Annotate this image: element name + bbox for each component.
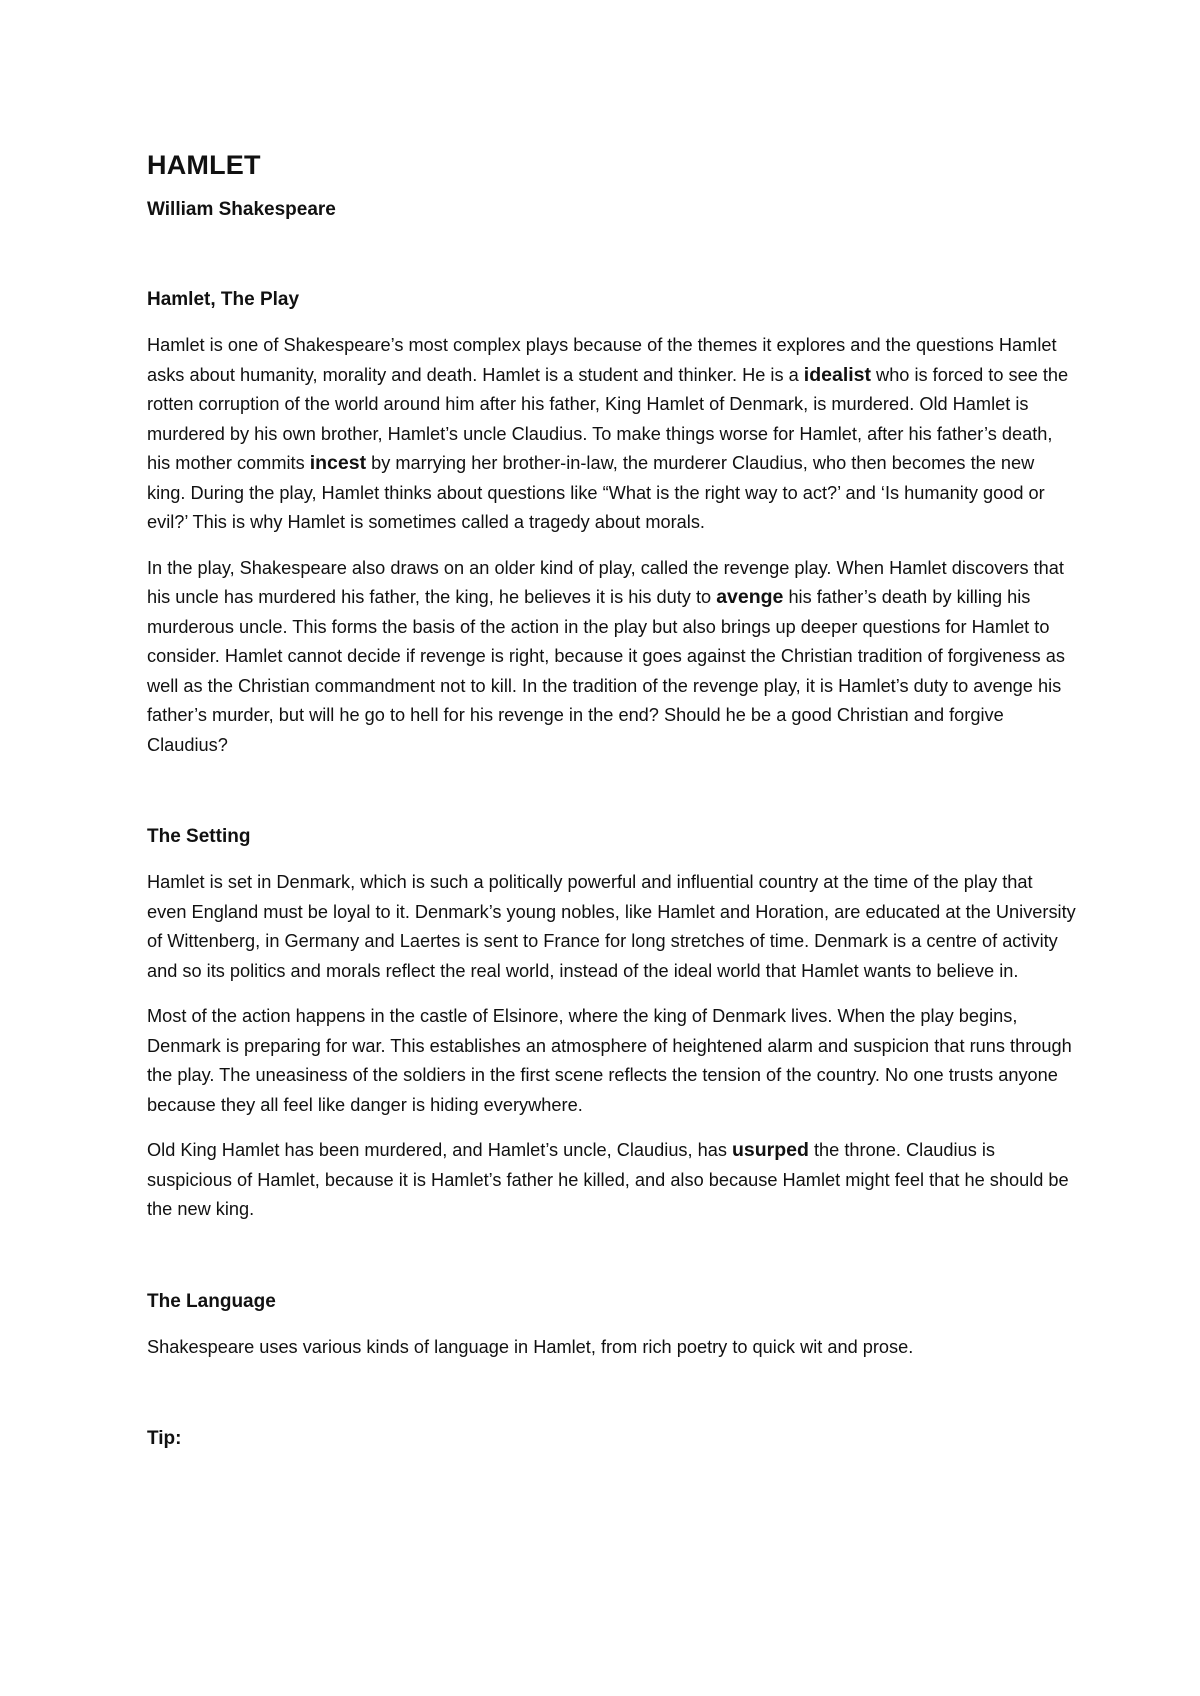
vocab-word-idealist: idealist: [803, 363, 871, 386]
paragraph: [147, 1002, 1077, 1120]
text-run: the throne. Claudius is suspicious of Hamlet, because it is Hamlet’s father he killed, and also because Hamlet might feel that he should be the new king.: [147, 1140, 1069, 1219]
vocab-word-incest: incest: [309, 452, 367, 474]
text-run: Hamlet is set in Denmark, which is such a politically powerful and influential country at the time of the play that even England must be loyal to it. Denmark’s young nobles, like Hamlet and Horation, are educated at the University of Wittenberg, in Germany and Laertes is sent to France for long stretches of time. Denmark is a centre of activity and so its politics and morals reflect the real world, instead of the ideal world that Hamlet wants to believe in.: [147, 872, 1076, 981]
text-run: who is forced to see the rotten corruption of the world around him after his father, King Hamlet of Denmark, is murdered. Old Hamlet is murdered by his own brother, Hamlet’s uncle Claudius. To make things worse for Hamlet, after his father’s death, his mother commits: [147, 364, 1069, 473]
text-run: his father’s death by killing his murderous uncle. This forms the basis of the action in the play but also brings up deeper questions for Hamlet to consider. Hamlet cannot decide if revenge is right, because it goes against the Christian tradition of forgiveness as well as the Christian commandment not to kill. In the tradition of the revenge play, it is Hamlet’s duty to avenge his father’s murder, but will he go to hell for his revenge in the end? Should he be a good Christian and forgive Claudius?: [147, 587, 1065, 755]
paragraph: [147, 554, 1077, 761]
document-author: William Shakespeare: [147, 199, 336, 220]
section-heading-the-language: The Language: [147, 1290, 276, 1312]
paragraph: [147, 1333, 1077, 1363]
paragraph: [147, 1136, 1077, 1225]
section-heading-the-setting: The Setting: [147, 826, 251, 847]
text-run: by marrying her brother-in-law, the murderer Claudius, who then becomes the new king. During the play, Hamlet thinks about questions like “What is the right way to act?’ and ‘Is humanity good or evil?’ This is why Hamlet is sometimes called a tragedy about morals.: [147, 453, 1045, 532]
section-the-play: [147, 287, 1077, 760]
section-the-setting: [147, 824, 1077, 1225]
text-run: Old King Hamlet has been murdered, and Hamlet’s uncle, Claudius, has: [147, 1140, 733, 1160]
section-tip: [147, 1426, 1077, 1452]
section-the-language: [147, 1289, 1077, 1363]
vocab-word-usurped: usurped: [732, 1139, 809, 1161]
vocab-word-avenge: avenge: [716, 586, 784, 608]
text-run: In the play, Shakespeare also draws on an older kind of play, called the revenge play. When Hamlet discovers that his uncle has murdered his father, the king, he believes it is his duty to: [147, 557, 1064, 607]
text-run: Shakespeare uses various kinds of language in Hamlet, from rich poetry to quick wit and prose.: [147, 1336, 914, 1357]
text-run: Most of the action happens in the castle of Elsinore, where the king of Denmark lives. When the play begins, Denmark is preparing for war. This establishes an atmosphere of heightened alarm and suspicion that runs through the play. The uneasiness of the soldiers in the first scene reflects the tension of the country. No one trusts anyone because they all feel like danger is hiding everywhere.: [147, 1006, 1072, 1115]
paragraph: [147, 331, 1077, 538]
text-run: Hamlet is one of Shakespeare’s most complex plays because of the themes it explores and the questions Hamlet asks about humanity, morality and death. Hamlet is a student and thinker. He is a: [147, 335, 1057, 385]
section-heading-the-play: Hamlet, The Play: [147, 289, 300, 310]
document-body: [147, 145, 1077, 1452]
section-heading-tip: Tip:: [147, 1428, 182, 1449]
paragraph: [147, 868, 1077, 986]
document-title: HAMLET: [147, 150, 261, 180]
